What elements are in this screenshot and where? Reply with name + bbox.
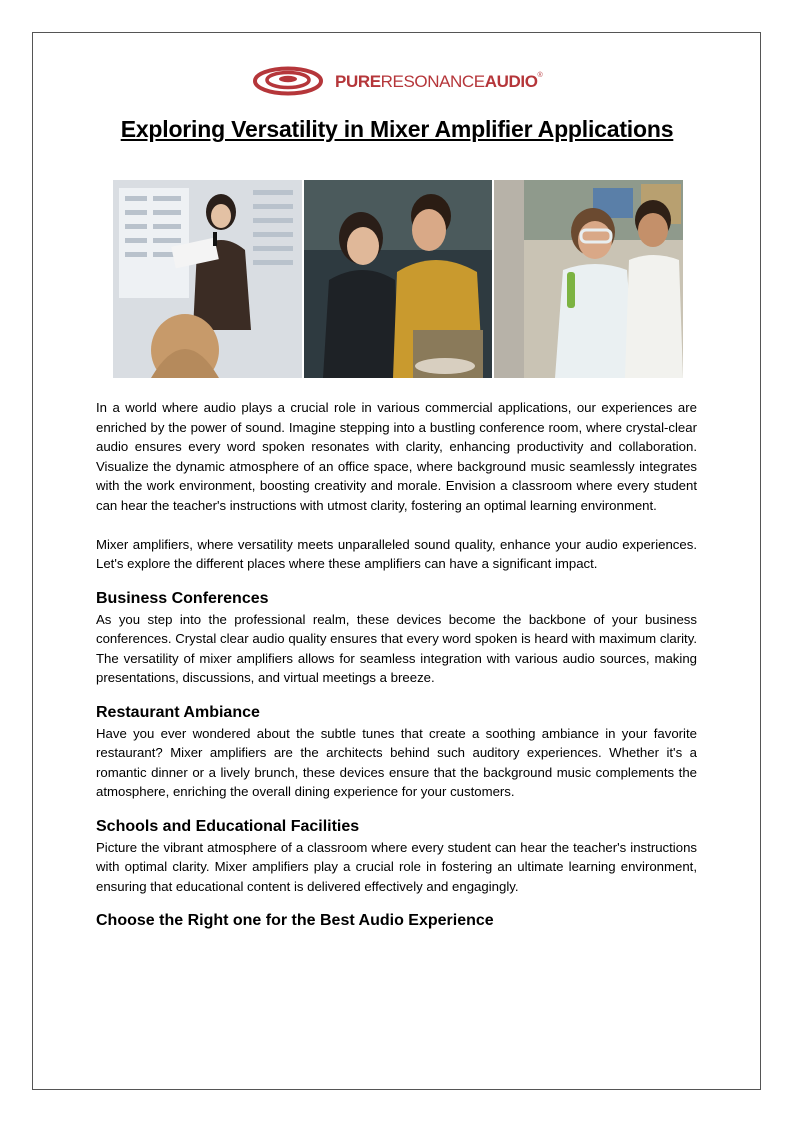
section-text-business-conferences: As you step into the professional realm, these devices become the backbone of your business conferences. Crystal clear audio quality ensures that every word spoken is heard with maximum clarity. The versatility of mixer amplifiers allows for seamless integration with various audio sources, making presentations, discussions, and virtual meetings a breeze. (96, 611, 697, 685)
section-text-restaurant-ambiance: Have you ever wondered about the subtle tunes that create a soothing ambiance in your favorite restaurant? Mixer amplifiers are the architects behind such auditory experiences. Whether it's a romantic dinner or a lively brunch, these devices ensure that the background music complements the atmosphere, enriching the overall dining experience for your customers. (96, 725, 697, 799)
section-text-schools: Picture the vibrant atmosphere of a classroom where every student can hear the teacher's instructions with optimal clarity. Mixer amplifiers play a crucial role in fostering an ultimate learning environment, ensuring that educational content is delivered effectively and engagingly. (96, 839, 697, 894)
classroom-children-image (494, 180, 683, 378)
conference-speaker-image (113, 180, 302, 378)
section-heading-business-conferences: Business Conferences (96, 589, 269, 607)
hero-image (113, 180, 683, 378)
intro-paragraph-1: In a world where audio plays a crucial role in various commercial applications, our experiences are enriched by the power of sound. Imagine stepping into a bustling conference room, where crystal-clear audio ensures every word spoken resonates with clarity, enhancing productivity and collaboration. Visualize the dynamic atmosphere of an office space, where background music seamlessly integrates with the work environment, boosting creativity and morale. Envision a classroom where every student can hear the teacher's instructions with utmost clarity, fostering an optimal learning environment. (96, 400, 697, 513)
brand-part-resonance: RESONANCE (380, 72, 485, 91)
resonance-logo-icon (253, 66, 327, 96)
restaurant-couple-image (304, 180, 492, 378)
article-body (96, 398, 697, 932)
brand-wordmark (335, 72, 542, 92)
section-heading-schools: Schools and Educational Facilities (96, 817, 360, 835)
registered-mark: ® (537, 72, 543, 79)
brand-part-audio: AUDIO (484, 72, 538, 91)
page-title: Exploring Versatility in Mixer Amplifier Applications (120, 116, 674, 142)
brand-part-pure: PURE (335, 72, 381, 91)
section-heading-choose-right: Choose the Right one for the Best Audio Experience (96, 912, 494, 929)
section-heading-restaurant-ambiance: Restaurant Ambiance (96, 703, 260, 721)
intro-paragraph-2: Mixer amplifiers, where versatility meets unparalleled sound quality, enhance your audio experiences. Let's explore the different places where these amplifiers can have a significant impact. (96, 536, 697, 571)
brand-logo[interactable] (253, 66, 543, 96)
